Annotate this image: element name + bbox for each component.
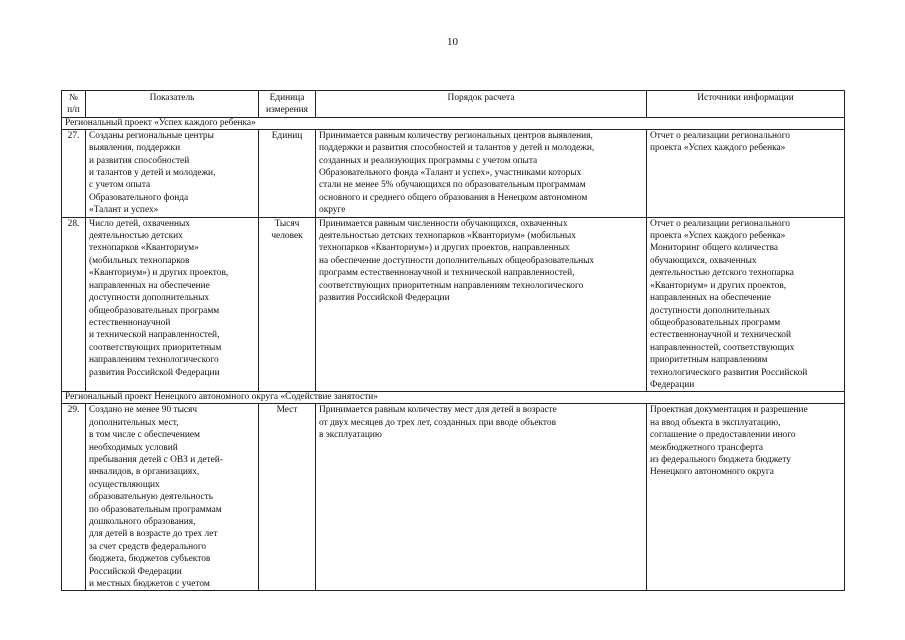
row-indicator: Число детей, охваченных деятельностью детских технопарков «Кванториум» (мобильных технопарков «Кванториум») и других проектов, направленных на обеспечение доступности дополнительных общеобразовательных программ естественнонаучной и технической направленностей, соответствующих приоритетным направлениям технологического развития Российской Федерации bbox=[86, 217, 259, 392]
table-header-row bbox=[62, 91, 845, 118]
row-calc: Принимается равным численности обучающихся, охваченных деятельностью детских технопарков «Кванториум» (мобильных технопарков «Кванториум») и других проектов, направленных на обеспечение доступности дополнительных общеобразовательных программ естественнонаучной и технической направленностей, соответствующих приоритетным направлениям технологического развития Российской Федерации bbox=[316, 217, 647, 392]
row-sources: Отчет о реализации регионального проекта «Успех каждого ребенка» bbox=[647, 129, 845, 217]
row-num: 27. bbox=[62, 129, 86, 217]
header-sources: Источники информации bbox=[647, 91, 845, 118]
row-calc: Принимается равным количеству региональных центров выявления, поддержки и развития способностей и талантов у детей и молодежи, созданных и реализующих программы с учетом опыта Образовательного фонда «Талант и успех», участниками которых стали не менее 5% обучающихся по образовательным программам основного и среднего общего образования в Ненецком автономном округе bbox=[316, 129, 647, 217]
header-calc: Порядок расчета bbox=[316, 91, 647, 118]
header-num: № п/п bbox=[62, 91, 86, 118]
section-title: Региональный проект «Успех каждого ребенка» bbox=[62, 117, 845, 129]
table-row bbox=[62, 404, 845, 591]
row-sources: Отчет о реализации регионального проекта «Успех каждого ребенка» Мониторинг общего количества обучающихся, охваченных деятельностью детского технопарка «Кванториум» и других проектов, направленных на обеспечение доступности дополнительных общеобразовательных программ естественнонаучной и технической направленностей, соответствующих приоритетным направлениям технологического развития Российской Федерации bbox=[647, 217, 845, 392]
section-row bbox=[62, 117, 845, 129]
header-unit: Единица измерения bbox=[259, 91, 316, 118]
row-sources: Проектная документация и разрешение на ввод объекта в эксплуатацию, соглашение о предоставлении иного межбюджетного трансферта из федерального бюджета бюджету Ненецкого автономного округа bbox=[647, 404, 845, 591]
table-row bbox=[62, 129, 845, 217]
page-number: 10 bbox=[447, 36, 458, 48]
row-num: 28. bbox=[62, 217, 86, 392]
row-unit: Единиц bbox=[259, 129, 316, 217]
section-title: Региональный проект Ненецкого автономного округа «Содействие занятости» bbox=[62, 392, 845, 404]
section-row bbox=[62, 392, 845, 404]
row-indicator: Созданы региональные центры выявления, поддержки и развития способностей и талантов у детей и молодежи, с учетом опыта Образовательного фонда «Талант и успех» bbox=[86, 129, 259, 217]
header-indicator: Показатель bbox=[86, 91, 259, 118]
row-num: 29. bbox=[62, 404, 86, 591]
row-calc: Принимается равным количеству мест для детей в возрасте от двух месяцев до трех лет, созданных при вводе объектов в эксплуатацию bbox=[316, 404, 647, 591]
table-row bbox=[62, 217, 845, 392]
row-unit: Тысяч человек bbox=[259, 217, 316, 392]
indicators-table bbox=[61, 90, 845, 591]
row-unit: Мест bbox=[259, 404, 316, 591]
row-indicator: Создано не менее 90 тысяч дополнительных мест, в том числе с обеспечением необходимых условий пребывания детей с ОВЗ и детей- инвалидов, в организациях, осуществляющих образовательную деятельность по образовательным программам дошкольного образования, для детей в возрасте до трех лет за счет средств федерального бюджета, бюджетов субъектов Российской Федерации и местных бюджетов с учетом bbox=[86, 404, 259, 591]
